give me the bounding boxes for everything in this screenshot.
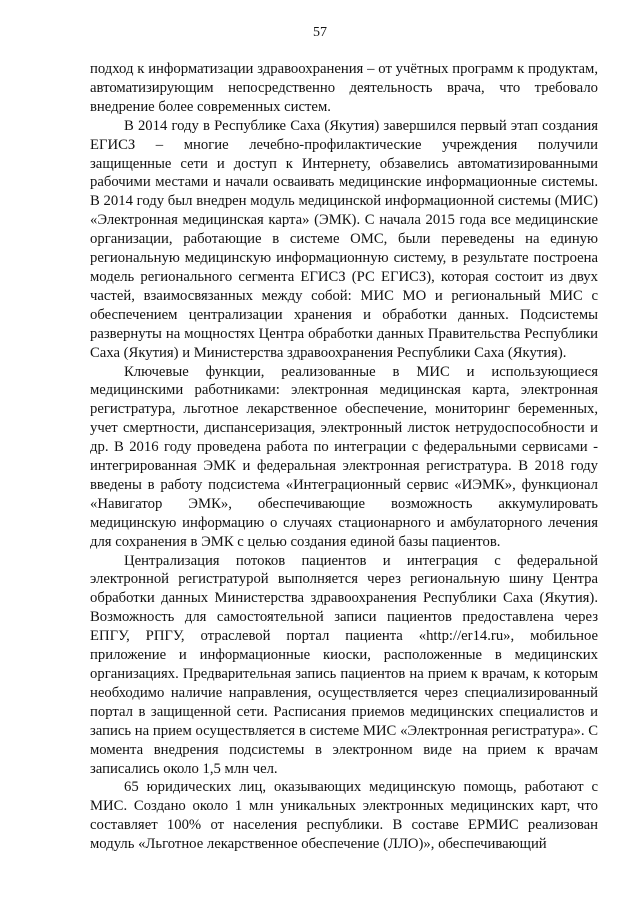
document-body <box>90 60 598 854</box>
page-number: 57 <box>313 25 327 40</box>
paragraph-legal-entities: 65 юридических лиц, оказывающих медицинскую помощь, работают с МИС. Создано около 1 млн уникальных электронных медицинских карт, что составляет 100% от населения республики. В составе ЕРМИС реализован модуль «Льготное лекарственное обеспечение (ЛЛО)», обеспечивающий <box>90 779 598 853</box>
paragraph-continuation: подход к информатизации здравоохранения – от учётных программ к продуктам, автоматизирующим непосредственно деятельность врача, что требовало внедрение более современных систем. <box>90 61 598 115</box>
paragraph-patient-flow: Централизация потоков пациентов и интеграция с федеральной электронной регистратурой выполняется через региональную шину Центра обработки данных Министерства здравоохранения Республики Саха (Якутия). Возможность для самостоятельной записи пациентов предоставлена через ЕПГУ, РПГУ, отраслевой портал пациента «http://er14.ru», мобильное приложение и информационные киоски, расположенные в медицинских организациях. Предварительная запись пациентов на прием к врачам, к которым необходимо наличие направления, осуществляется через специализированный портал в защищенной сети. Расписания приемов медицинских специалистов и запись на прием осуществляется в системе МИС «Электронная регистратура». С момента внедрения подсистемы в электронном виде на прием к врачам записались около 1,5 млн чел. <box>90 552 598 777</box>
paragraph-key-functions: Ключевые функции, реализованные в МИС и использующиеся медицинскими работниками: электронная медицинская карта, электронная регистратура, льготное лекарственное обеспечение, мониторинг беременных, учет смертности, диспансеризация, электронный листок нетрудоспособности и др. В 2016 году проведена работа по интеграции с федеральными сервисами - интегрированная ЭМК и федеральная электронная регистратура. В 2018 году введены в работу подсистема «Интеграционный сервис «ИЭМК», функционал «Навигатор ЭМК», обеспечивающие возможность аккумулировать медицинскую информацию о случаях стационарного и амбулаторного лечения для сохранения в ЭМК с целью создания единой базы пациентов. <box>90 363 598 550</box>
paragraph-egisz-2014: В 2014 году в Республике Саха (Якутия) завершился первый этап создания ЕГИСЗ – многие лечебно-профилактические учреждения получили защищенные сети и доступ к Интернету, обзавелись автоматизированными рабочими местами и начали осваивать медицинские информационные системы. В 2014 году был внедрен модуль медицинской информационной системы (МИС) «Электронная медицинская карта» (ЭМК). С начала 2015 года все медицинские организации, работающие в системе ОМС, были переведены на единую региональную медицинскую информационную систему, в результате построена модель регионального сегмента ЕГИСЗ (РС ЕГИСЗ), которая состоит из двух частей, взаимосвязанных между собой: МИС МО и региональный МИС с обеспечением централизации хранения и обработки данных. Подсистемы развернуты на мощностях Центра обработки данных Правительства Республики Саха (Якутия) и Министерства здравоохранения Республики Саха (Якутия). <box>90 117 598 361</box>
